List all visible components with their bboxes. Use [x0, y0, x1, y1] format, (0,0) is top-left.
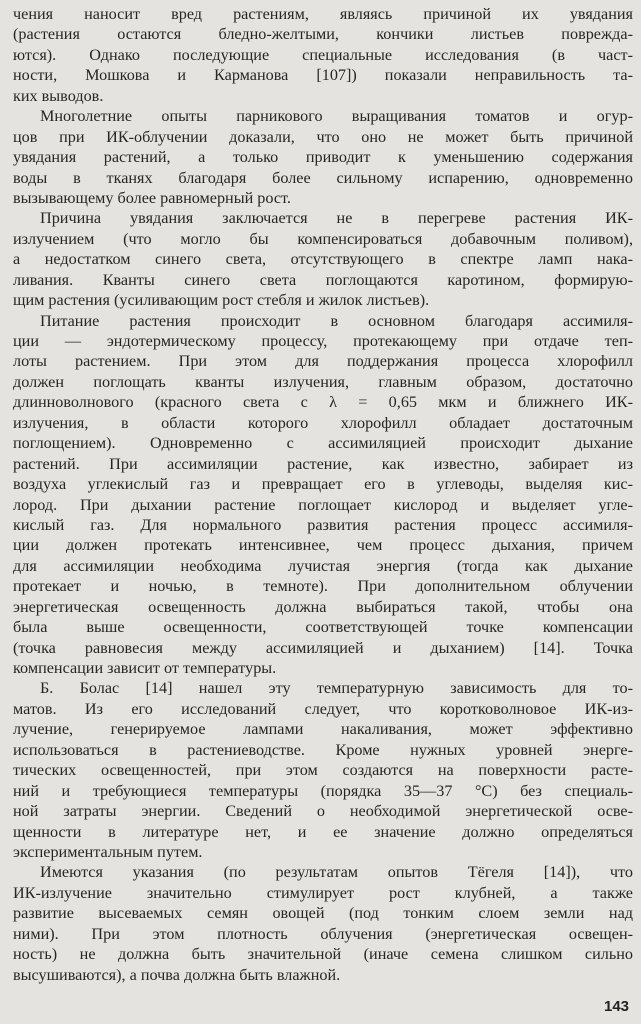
text-line: излучением (что могло бы компенсироваться добавочным поливом),	[13, 229, 633, 248]
text-line: должен поглощать кванты излучения, главным образом, достаточно	[13, 372, 633, 391]
text-line: увядания растений, а только приводит к уменьшению содержания	[13, 148, 633, 167]
text-line: ются). Однако последующие специальные исследования (в част-	[13, 45, 633, 64]
text-line: лучение, генерируемое лампами накаливания, может эффективно	[13, 720, 633, 739]
text-line: ливания. Кванты синего света поглощаются каротином, формирую-	[13, 270, 633, 289]
text-line: цов при ИК-облучении доказали, что оно не может быть причиной	[13, 127, 633, 146]
text-line: Б. Болас [14] нашел эту температурную зависимость для то-	[40, 679, 633, 698]
text-line: протекает и ночью, в темноте). При дополнительном облучении	[13, 577, 633, 596]
text-line: растений. При ассимиляции растение, как известно, забирает из	[13, 454, 633, 473]
text-line: ции должен протекать интенсивнее, чем процесс дыхания, причем	[13, 536, 633, 555]
paragraph	[13, 311, 633, 679]
text-line: ной затраты энергии. Сведений о необходимой энергетической осве-	[13, 802, 633, 821]
text-line: вызывающему более равномерный рост.	[13, 188, 291, 207]
page-body	[13, 4, 633, 985]
text-line: а недостатком синего света, отсутствующего в спектре ламп нака-	[13, 250, 633, 269]
text-line: ний и требующиеся температуры (порядка 35—37 °С) без специаль-	[13, 781, 633, 800]
text-line: ции — эндотермическому процессу, протекающему при отдаче теп-	[13, 332, 633, 350]
text-line: лоты растением. При этом для поддержания процесса хлорофилл	[13, 352, 633, 371]
text-line: развитие высеваемых семян овощей (под тонким слоем земли над	[13, 904, 633, 923]
paragraph	[13, 862, 633, 985]
paragraph	[13, 106, 633, 208]
text-line: была выше освещенности, соответствующей точке компенсации	[13, 618, 633, 637]
text-line: для ассимиляции необходима лучистая энергия (тогда как дыхание	[13, 556, 633, 575]
paragraph	[13, 208, 633, 310]
text-line: ких выводов.	[13, 86, 104, 105]
text-line: ности, Мошкова и Карманова [107]) показали неправильность та-	[13, 66, 633, 85]
text-line: чения наносит вред растениям, являясь причиной их увядания	[13, 5, 633, 23]
text-line: длинноволнового (красного света с λ = 0,65 мкм и ближнего ИК-	[13, 393, 633, 412]
text-line: (растения остаются бледно-желтыми, кончики листьев поврежда-	[13, 25, 633, 44]
page-number: 143	[604, 998, 630, 1015]
text-line: экспериментальным путем.	[13, 842, 203, 861]
text-line: лород. При дыхании растение поглощает кислород и выделяет угле-	[13, 495, 633, 514]
text-line: компенсации зависит от температуры.	[13, 659, 277, 677]
text-line: матов. Из его исследований следует, что коротковолновое ИК-из-	[13, 699, 633, 718]
paragraph	[13, 678, 633, 862]
text-line: воды в тканях благодаря более сильному испарению, одновременно	[13, 168, 633, 187]
text-line: ними). При этом плотность облучения (энергетическая освещен-	[13, 924, 633, 943]
text-line: излучения, в области которого хлорофилл обладает достаточным	[13, 413, 633, 432]
text-line: использоваться в растениеводстве. Кроме нужных уровней энерге-	[13, 740, 633, 759]
text-line: щим растения (усиливающим рост стебля и жилок листьев).	[13, 291, 430, 310]
text-line: Имеются указания (по результатам опытов Тёгеля [14]), что	[40, 863, 633, 882]
text-line: ность) не должна быть значительной (иначе семена слишком сильно	[13, 945, 633, 964]
text-line: кислый газ. Для нормального развития растения процесс ассимиля-	[13, 515, 633, 534]
text-line: Питание растения происходит в основном благодаря ассимиля-	[40, 311, 633, 330]
text-line: поглощением). Одновременно с ассимиляцией происходит дыхание	[13, 434, 633, 453]
text-line: энергетическая освещенность должна выбираться такой, чтобы она	[13, 597, 633, 616]
text-line: высушиваются), а почва должна быть влажной.	[13, 965, 341, 984]
paragraph	[13, 4, 633, 106]
text-line: ИК-излучение значительно стимулирует рост клубней, а также	[13, 883, 633, 902]
text-line: щенности в литературе нет, и ее значение должно определяться	[13, 822, 633, 841]
text-line: Причина увядания заключается не в перегреве растения ИК-	[40, 209, 633, 228]
text-line: воздуха углекислый газ и превращает его в углеводы, выделяя кис-	[13, 475, 633, 494]
text-line: тических освещенностей, при этом создаются на поверхности расте-	[13, 761, 633, 780]
text-line: Многолетние опыты парникового выращивания томатов и огур-	[40, 107, 633, 126]
text-line: (точка равновесия между ассимиляцией и дыханием) [14]. Точка	[13, 638, 633, 657]
